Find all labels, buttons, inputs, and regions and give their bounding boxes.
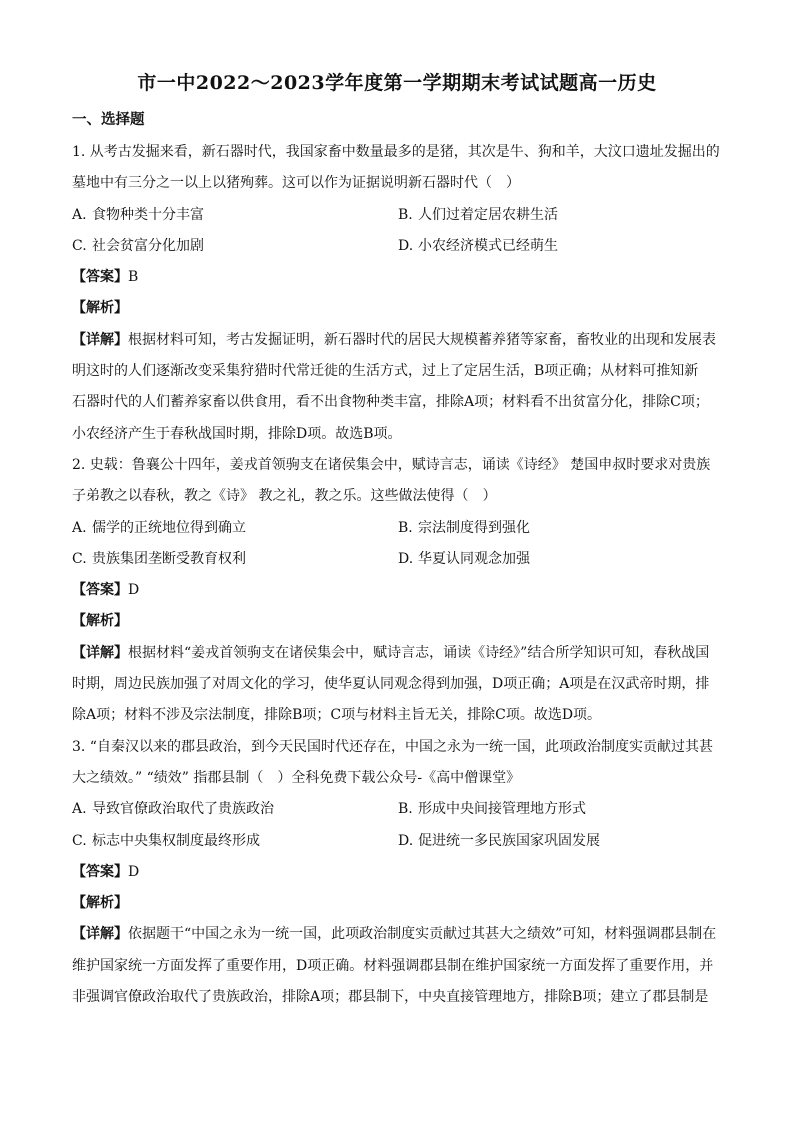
detail-line: 【详解】根据材料“姜戎首领驹支在诸侯集会中，赋诗言志，诵读《诗经》”结合所学知识可知，春秋战国 bbox=[72, 644, 710, 661]
detail-line: 时期，周边民族加强了对周文化的学习，使华夏认同观念得到加强，D项正确；A项是在汉武帝时期，排 bbox=[72, 676, 710, 693]
options-row bbox=[72, 544, 724, 575]
question-stem-line: 墓地中有三分之一以上以猪殉葬。这可以作为证据说明新石器时代（ ） bbox=[72, 175, 520, 192]
answer-line bbox=[72, 262, 724, 293]
analysis-tag: 【解析】 bbox=[72, 613, 128, 630]
option-b: B. 人们过着定居农耕生活 bbox=[398, 206, 558, 223]
question-3 bbox=[72, 732, 724, 1014]
question-1 bbox=[72, 137, 724, 450]
answer-tag: 【答案】 bbox=[72, 582, 128, 599]
detail-line: 小农经济产生于春秋战国时期，排除D项。故选B项。 bbox=[72, 425, 402, 442]
question-stem-line: 子弟教之以春秋，教之《诗》 教之礼，教之乐。这些做法使得（ ） bbox=[72, 488, 497, 505]
detail-line: 除A项；材料不涉及宗法制度，排除B项；C项与材料主旨无关，排除C项。故选D项。 bbox=[72, 707, 602, 724]
question-stem-line: 1. 从考古发掘来看，新石器时代，我国家畜中数量最多的是猪，其次是牛、狗和羊，大汶口遗址发掘出的 bbox=[72, 144, 720, 160]
answer-value: D bbox=[128, 863, 140, 880]
options-row bbox=[72, 513, 724, 544]
detail-tag: 【详解】 bbox=[72, 644, 128, 661]
option-d: D. 促进统一多民族国家巩固发展 bbox=[398, 832, 600, 849]
answer-value: D bbox=[128, 582, 140, 599]
question-stem-line: 3. “自秦汉以来的郡县政治，到今天民国时代还存在，中国之永为一统一国，此项政治制度实贡献过其甚 bbox=[72, 738, 713, 755]
answer-tag: 【答案】 bbox=[72, 269, 128, 286]
detail-line: 非强调官僚政治取代了贵族政治，排除A项；郡县制下，中央直接管理地方，排除B项；建立了郡县制是 bbox=[72, 989, 709, 1006]
options-row bbox=[72, 200, 724, 231]
option-a: A. 导致官僚政治取代了贵族政治 bbox=[72, 801, 274, 818]
analysis-tag: 【解析】 bbox=[72, 300, 128, 317]
options-row bbox=[72, 231, 724, 262]
detail-line: 【详解】依据题干“中国之永为一统一国，此项政治制度实贡献过其甚大之绩效”可知，材料强调郡县制在 bbox=[72, 926, 717, 943]
section-heading: 一、选择题 bbox=[72, 111, 145, 128]
question-stem-line: 大之绩效。” “绩效” 指郡县制（ ）全科免费下载公众号-《高中僧课堂》 bbox=[72, 769, 521, 786]
page-title: 市一中2022～2023学年度第一学期期末考试试题高一历史 bbox=[137, 72, 657, 94]
detail-line: 石器时代的人们蓄养家畜以供食用，看不出食物种类丰富，排除A项；材料看不出贫富分化，排除C项； bbox=[72, 394, 709, 411]
question-2 bbox=[72, 450, 724, 732]
option-d: D. 小农经济模式已经萌生 bbox=[398, 237, 558, 254]
detail-line: 明这时的人们逐渐改变采集狩猎时代常迁徙的生活方式，过上了定居生活，B项正确；从材料可推知新 bbox=[72, 363, 699, 380]
detail-tag: 【详解】 bbox=[72, 331, 128, 348]
options-row bbox=[72, 826, 724, 857]
options-row bbox=[72, 794, 724, 825]
option-c: C. 社会贫富分化加剧 bbox=[72, 237, 204, 254]
option-d: D. 华夏认同观念加强 bbox=[398, 550, 530, 567]
detail-tag: 【详解】 bbox=[72, 926, 128, 943]
option-c: C. 贵族集团垄断受教育权利 bbox=[72, 550, 246, 567]
option-a: A. 儒学的正统地位得到确立 bbox=[72, 519, 246, 536]
answer-line bbox=[72, 857, 724, 888]
question-stem-line: 2. 史载：鲁襄公十四年，姜戎首领驹支在诸侯集会中，赋诗言志，诵读《诗经》 楚国申叔时要求对贵族 bbox=[72, 456, 711, 473]
detail-line: 维护国家统一方面发挥了重要作用，D项正确。材料强调郡县制在维护国家统一方面发挥了重要作用，并 bbox=[72, 957, 714, 974]
option-b: B. 宗法制度得到强化 bbox=[398, 519, 530, 536]
answer-value: B bbox=[128, 269, 139, 286]
analysis-tag: 【解析】 bbox=[72, 895, 128, 912]
questions-body bbox=[72, 137, 724, 1013]
detail-line: 【详解】根据材料可知，考古发掘证明，新石器时代的居民大规模蓄养猪等家畜，畜牧业的出现和发展表 bbox=[72, 331, 716, 348]
answer-line bbox=[72, 575, 724, 606]
option-a: A. 食物种类十分丰富 bbox=[72, 206, 204, 223]
answer-tag: 【答案】 bbox=[72, 863, 128, 880]
option-c: C. 标志中央集权制度最终形成 bbox=[72, 832, 260, 849]
option-b: B. 形成中央间接管理地方形式 bbox=[398, 801, 586, 818]
